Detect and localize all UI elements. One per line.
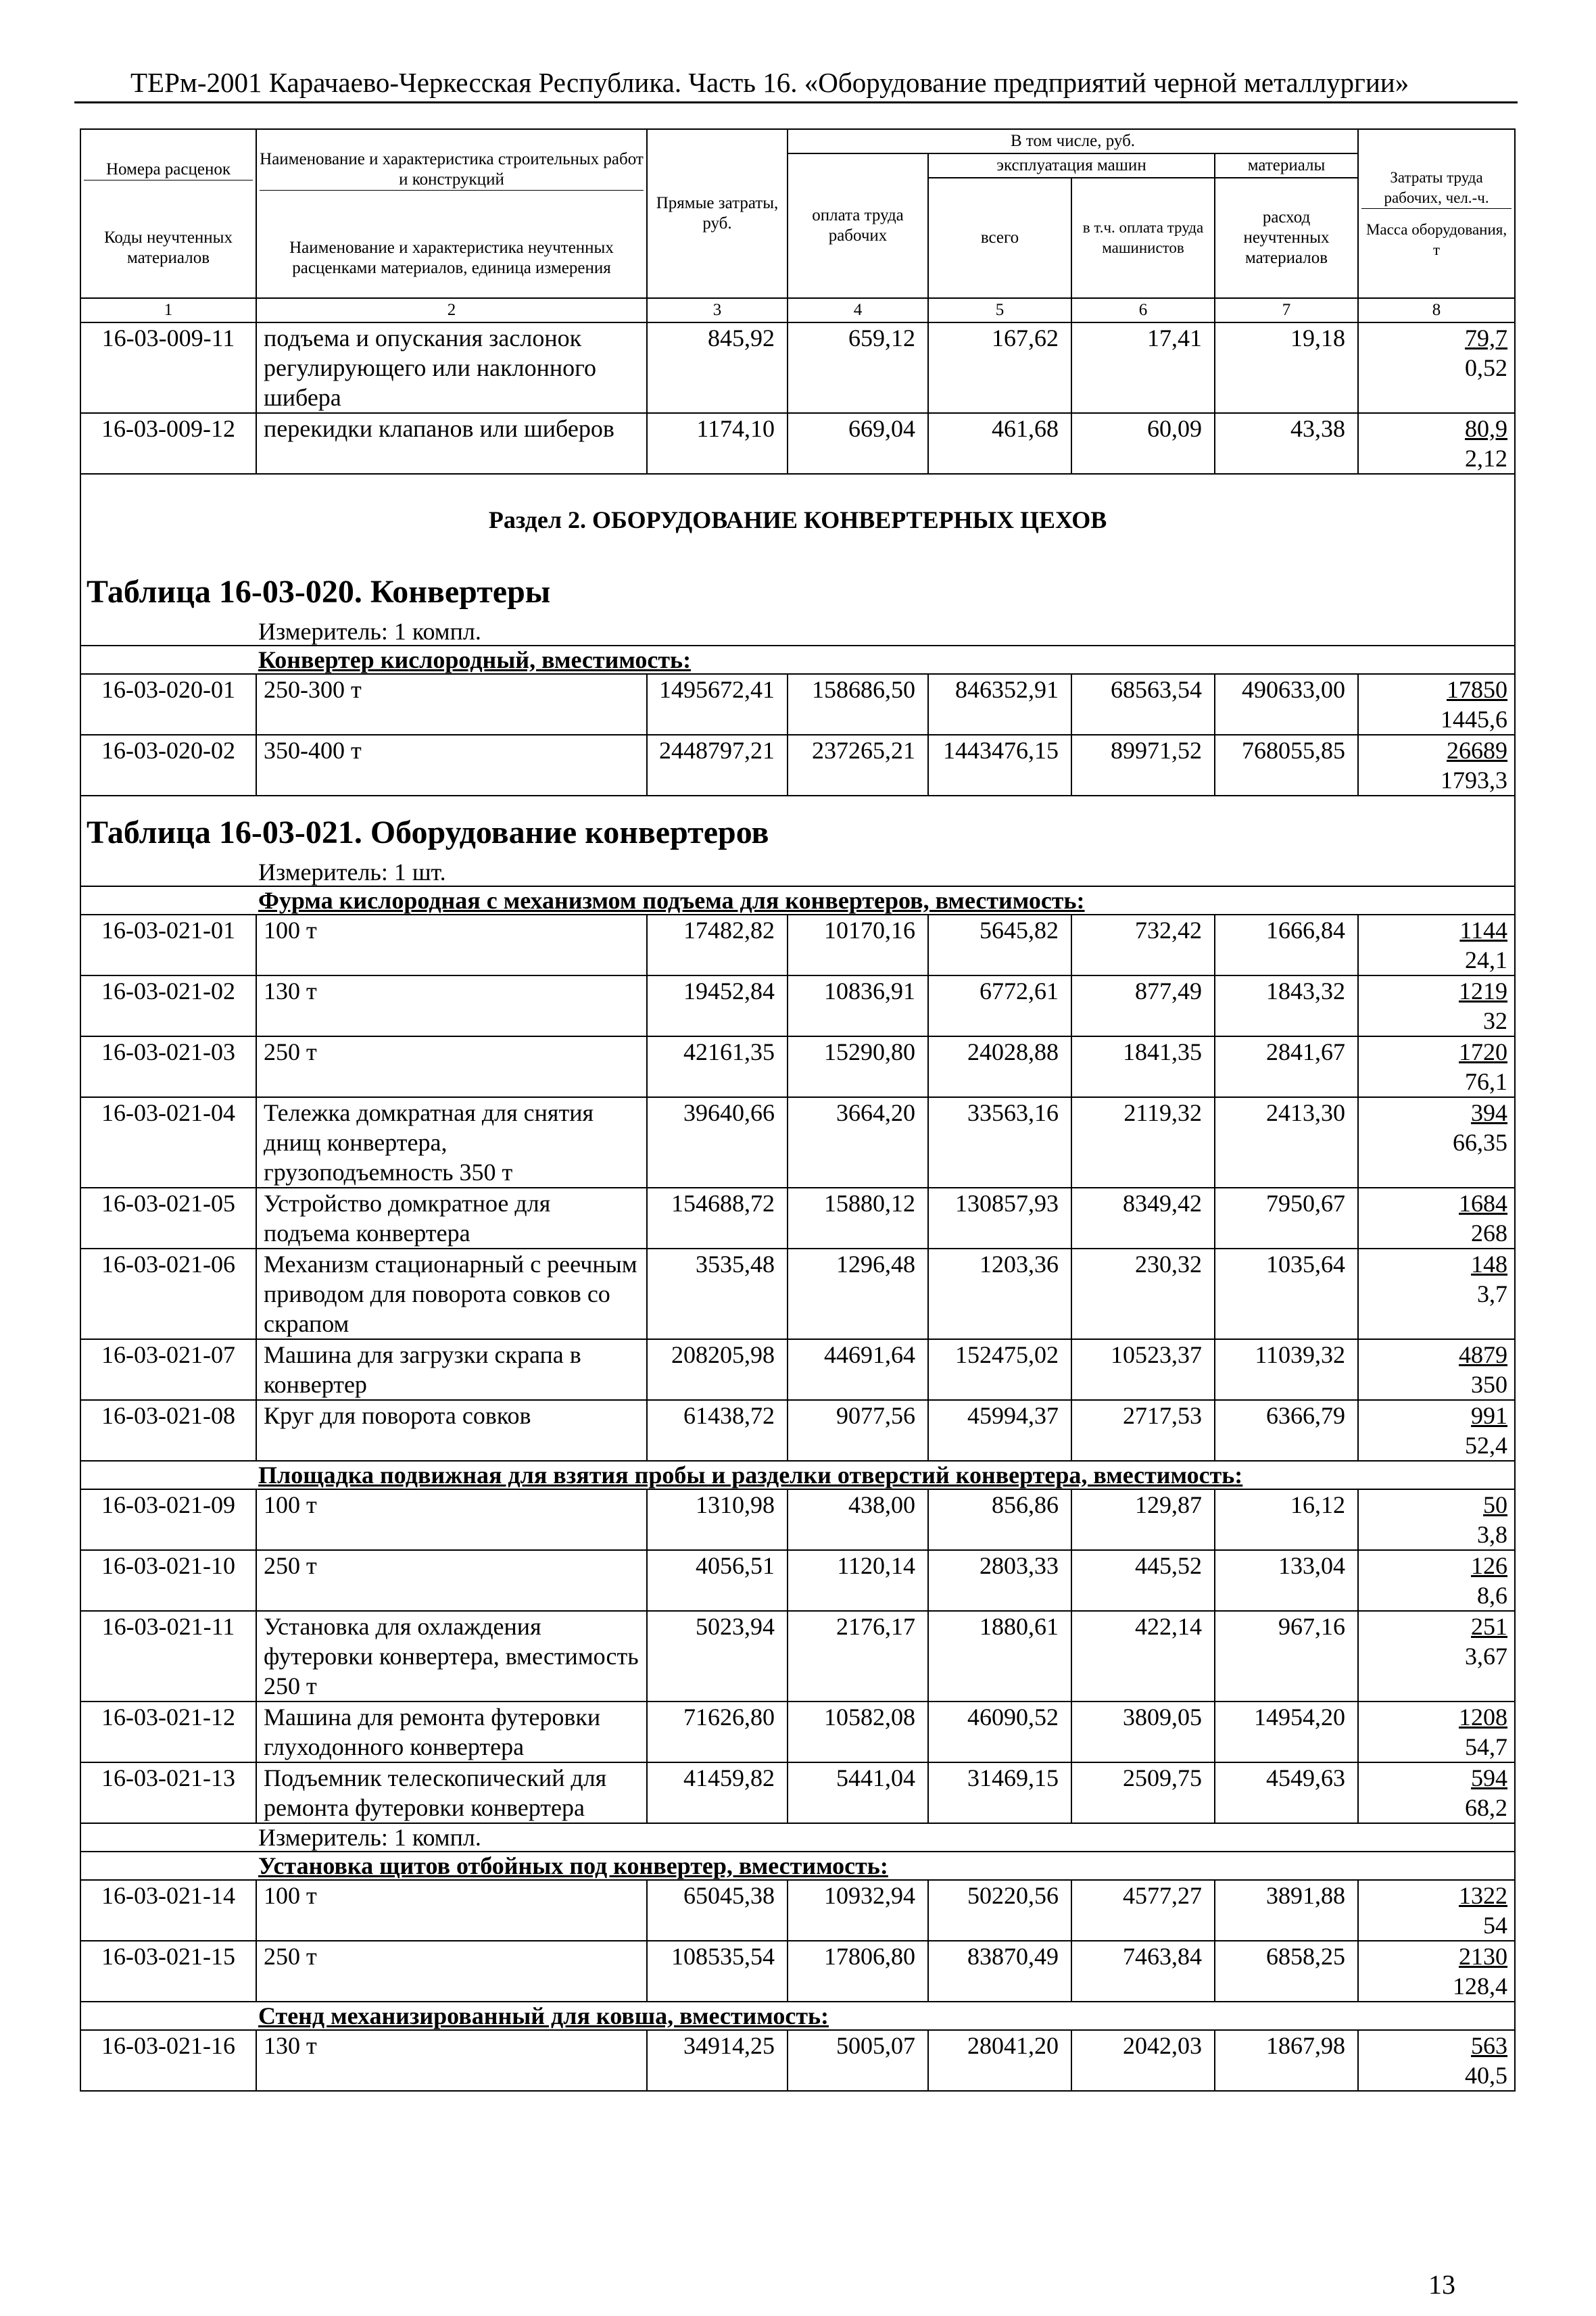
direct-costs: 1174,10 <box>647 413 788 474</box>
rate-code: 16-03-020-01 <box>80 674 256 735</box>
materials: 14954,20 <box>1215 1702 1358 1762</box>
work-name: Круг для поворота совков <box>256 1400 647 1461</box>
rate-code: 16-03-021-14 <box>80 1880 256 1941</box>
work-name: 250 т <box>256 1036 647 1097</box>
direct-costs: 154688,72 <box>647 1188 788 1249</box>
machines-total: 856,86 <box>928 1489 1071 1550</box>
running-header: ТЕРм-2001 Карачаево-Черкесская Республика. Часть 16. «Оборудование предприятий черной металлургии» <box>130 67 1409 98</box>
labor-and-mass <box>1358 1036 1515 1097</box>
header-rule <box>74 101 1518 103</box>
header-col5: всего <box>928 178 1071 298</box>
machines-total: 846352,91 <box>928 674 1071 735</box>
header-group: В том числе, руб. <box>788 129 1358 153</box>
rate-code: 16-03-021-01 <box>80 915 256 975</box>
direct-costs: 3535,48 <box>647 1249 788 1339</box>
machines-total: 50220,56 <box>928 1880 1071 1941</box>
table-row <box>80 1097 1515 1188</box>
materials: 43,38 <box>1215 413 1358 474</box>
labor-pay: 15880,12 <box>788 1188 928 1249</box>
work-name: Подъемник телескопический для ремонта футеровки конвертера <box>256 1762 647 1823</box>
labor-pay: 3664,20 <box>788 1097 928 1188</box>
group-heading-row <box>80 1852 1515 1880</box>
header-col3: Прямые затраты, руб. <box>647 129 788 298</box>
column-numbers-row <box>80 298 1515 322</box>
work-name: Установка для охлаждения футеровки конвертера, вместимость 250 т <box>256 1611 647 1702</box>
table-row <box>80 1702 1515 1762</box>
labor-pay: 1120,14 <box>788 1550 928 1611</box>
machinists-pay: 2119,32 <box>1071 1097 1215 1188</box>
labor-and-mass <box>1358 674 1515 735</box>
work-name: 100 т <box>256 1880 647 1941</box>
column-number: 5 <box>928 298 1071 322</box>
labor-and-mass <box>1358 1249 1515 1339</box>
table-title: Таблица 16-03-020. Конвертеры <box>80 562 1515 618</box>
labor-pay: 2176,17 <box>788 1611 928 1702</box>
table-row <box>80 1880 1515 1941</box>
work-name: перекидки клапанов или шиберов <box>256 413 647 474</box>
equipment-mass: 1793,3 <box>1441 767 1508 794</box>
machinists-pay: 422,14 <box>1071 1611 1215 1702</box>
machinists-pay: 8349,42 <box>1071 1188 1215 1249</box>
equipment-mass: 54 <box>1483 1912 1508 1939</box>
table-row <box>80 975 1515 1036</box>
equipment-mass: 40,5 <box>1465 2062 1508 2089</box>
machines-total: 1880,61 <box>928 1611 1071 1702</box>
equipment-mass: 268 <box>1471 1220 1508 1247</box>
machinists-pay: 445,52 <box>1071 1550 1215 1611</box>
machines-total: 46090,52 <box>928 1702 1071 1762</box>
direct-costs: 34914,25 <box>647 2030 788 2091</box>
machinists-pay: 2042,03 <box>1071 2030 1215 2091</box>
table-row <box>80 1339 1515 1400</box>
section-title-row <box>80 474 1515 562</box>
column-number: 1 <box>80 298 256 322</box>
table-row <box>80 915 1515 975</box>
labor-and-mass <box>1358 735 1515 796</box>
machines-total: 45994,37 <box>928 1400 1071 1461</box>
equipment-mass: 350 <box>1471 1371 1508 1398</box>
column-number: 4 <box>788 298 928 322</box>
machines-total: 152475,02 <box>928 1339 1071 1400</box>
machines-total: 33563,16 <box>928 1097 1071 1188</box>
rate-code: 16-03-021-04 <box>80 1097 256 1188</box>
table-row <box>80 735 1515 796</box>
materials: 1035,64 <box>1215 1249 1358 1339</box>
equipment-mass: 54,7 <box>1465 1733 1508 1760</box>
measure-unit-row <box>80 859 1515 886</box>
materials: 11039,32 <box>1215 1339 1358 1400</box>
rate-code: 16-03-009-11 <box>80 322 256 413</box>
labor-hours: 2130 <box>1459 1943 1508 1970</box>
labor-hours: 80,9 <box>1465 415 1508 442</box>
labor-and-mass <box>1358 1880 1515 1941</box>
labor-and-mass <box>1358 1941 1515 2002</box>
rate-code: 16-03-009-12 <box>80 413 256 474</box>
direct-costs: 65045,38 <box>647 1880 788 1941</box>
materials: 1666,84 <box>1215 915 1358 975</box>
equipment-mass: 76,1 <box>1465 1068 1508 1095</box>
table-row <box>80 1400 1515 1461</box>
labor-pay: 10582,08 <box>788 1702 928 1762</box>
materials: 768055,85 <box>1215 735 1358 796</box>
group-heading-row <box>80 2002 1515 2030</box>
equipment-mass: 32 <box>1483 1007 1508 1034</box>
equipment-mass: 68,2 <box>1465 1794 1508 1821</box>
labor-and-mass <box>1358 322 1515 413</box>
rate-code: 16-03-021-02 <box>80 975 256 1036</box>
materials: 1843,32 <box>1215 975 1358 1036</box>
labor-pay: 5005,07 <box>788 2030 928 2091</box>
labor-pay: 669,04 <box>788 413 928 474</box>
labor-hours: 148 <box>1471 1251 1508 1278</box>
table-title-row <box>80 803 1515 859</box>
machines-total: 461,68 <box>928 413 1071 474</box>
labor-and-mass <box>1358 975 1515 1036</box>
equipment-mass: 2,12 <box>1465 445 1508 472</box>
header-col1-top: Номера расценок <box>84 160 253 180</box>
work-name: Машина для загрузки скрапа в конвертер <box>256 1339 647 1400</box>
labor-and-mass <box>1358 1339 1515 1400</box>
machinists-pay: 1841,35 <box>1071 1036 1215 1097</box>
materials: 19,18 <box>1215 322 1358 413</box>
work-name: 250 т <box>256 1550 647 1611</box>
header-col2-top: Наименование и характеристика строительных работ и конструкций <box>260 149 644 191</box>
machines-total: 2803,33 <box>928 1550 1071 1611</box>
labor-hours: 1322 <box>1459 1882 1508 1909</box>
equipment-mass: 0,52 <box>1465 354 1508 381</box>
header-col6: в т.ч. оплата труда машинистов <box>1071 178 1215 298</box>
materials: 4549,63 <box>1215 1762 1358 1823</box>
direct-costs: 1310,98 <box>647 1489 788 1550</box>
rate-code: 16-03-021-03 <box>80 1036 256 1097</box>
labor-hours: 26689 <box>1447 737 1508 764</box>
labor-pay: 10836,91 <box>788 975 928 1036</box>
direct-costs: 4056,51 <box>647 1550 788 1611</box>
labor-and-mass <box>1358 1762 1515 1823</box>
direct-costs: 108535,54 <box>647 1941 788 2002</box>
labor-hours: 126 <box>1471 1552 1508 1579</box>
machinists-pay: 68563,54 <box>1071 674 1215 735</box>
labor-pay: 10932,94 <box>788 1880 928 1941</box>
labor-hours: 1144 <box>1459 917 1508 944</box>
table-row <box>80 1489 1515 1550</box>
work-name: Механизм стационарный с реечным приводом для поворота совков со скрапом <box>256 1249 647 1339</box>
work-name: 130 т <box>256 975 647 1036</box>
machinists-pay: 230,32 <box>1071 1249 1215 1339</box>
measure-unit: Измеритель: 1 компл. <box>80 1823 1515 1852</box>
labor-and-mass <box>1358 1611 1515 1702</box>
labor-pay: 17806,80 <box>788 1941 928 2002</box>
header-col1 <box>80 129 256 298</box>
machinists-pay: 732,42 <box>1071 915 1215 975</box>
direct-costs: 17482,82 <box>647 915 788 975</box>
machinists-pay: 2509,75 <box>1071 1762 1215 1823</box>
direct-costs: 208205,98 <box>647 1339 788 1400</box>
equipment-mass: 128,4 <box>1453 1973 1508 2000</box>
table-row <box>80 1550 1515 1611</box>
materials: 6366,79 <box>1215 1400 1358 1461</box>
equipment-mass: 52,4 <box>1465 1432 1508 1459</box>
table-row <box>80 1249 1515 1339</box>
header-col2 <box>256 129 647 298</box>
rate-code: 16-03-021-15 <box>80 1941 256 2002</box>
machines-total: 5645,82 <box>928 915 1071 975</box>
labor-hours: 1684 <box>1459 1190 1508 1217</box>
labor-pay: 158686,50 <box>788 674 928 735</box>
equipment-mass: 3,8 <box>1477 1521 1508 1548</box>
spacer <box>80 796 1515 803</box>
machinists-pay: 2717,53 <box>1071 1400 1215 1461</box>
equipment-mass: 66,35 <box>1453 1129 1508 1156</box>
table-row <box>80 2030 1515 2091</box>
machinists-pay: 10523,37 <box>1071 1339 1215 1400</box>
group-heading: Установка щитов отбойных под конвертер, вместимость: <box>80 1852 1515 1880</box>
work-name: 100 т <box>256 1489 647 1550</box>
section-title: Раздел 2. ОБОРУДОВАНИЕ КОНВЕРТЕРНЫХ ЦЕХОВ <box>80 474 1515 562</box>
machinists-pay: 7463,84 <box>1071 1941 1215 2002</box>
header-col8 <box>1358 129 1515 298</box>
labor-and-mass <box>1358 1550 1515 1611</box>
header-machines: эксплуатация машин <box>928 153 1215 178</box>
measure-unit: Измеритель: 1 компл. <box>80 618 1515 646</box>
labor-hours: 1720 <box>1459 1038 1508 1065</box>
machines-total: 1203,36 <box>928 1249 1071 1339</box>
equipment-mass: 24,1 <box>1465 946 1508 973</box>
rate-code: 16-03-021-11 <box>80 1611 256 1702</box>
work-name: 100 т <box>256 915 647 975</box>
materials: 2413,30 <box>1215 1097 1358 1188</box>
rate-code: 16-03-021-05 <box>80 1188 256 1249</box>
group-heading-row <box>80 886 1515 915</box>
labor-pay: 9077,56 <box>788 1400 928 1461</box>
materials: 133,04 <box>1215 1550 1358 1611</box>
table-row <box>80 1188 1515 1249</box>
materials: 1867,98 <box>1215 2030 1358 2091</box>
machinists-pay: 60,09 <box>1071 413 1215 474</box>
group-heading-row <box>80 1461 1515 1489</box>
materials: 6858,25 <box>1215 1941 1358 2002</box>
rate-code: 16-03-021-07 <box>80 1339 256 1400</box>
rate-code: 16-03-021-12 <box>80 1702 256 1762</box>
table-row <box>80 1036 1515 1097</box>
rate-code: 16-03-020-02 <box>80 735 256 796</box>
materials: 2841,67 <box>1215 1036 1358 1097</box>
materials: 490633,00 <box>1215 674 1358 735</box>
work-name: 350-400 т <box>256 735 647 796</box>
labor-hours: 1208 <box>1459 1704 1508 1731</box>
table-row <box>80 1611 1515 1702</box>
labor-hours: 79,7 <box>1465 324 1508 352</box>
work-name: 250 т <box>256 1941 647 2002</box>
column-number: 7 <box>1215 298 1358 322</box>
spacer-row <box>80 796 1515 803</box>
materials: 967,16 <box>1215 1611 1358 1702</box>
labor-pay: 1296,48 <box>788 1249 928 1339</box>
labor-hours: 991 <box>1471 1402 1508 1429</box>
labor-and-mass <box>1358 915 1515 975</box>
labor-hours: 594 <box>1471 1764 1508 1791</box>
machines-total: 31469,15 <box>928 1762 1071 1823</box>
column-number: 6 <box>1071 298 1215 322</box>
direct-costs: 71626,80 <box>647 1702 788 1762</box>
rates-table <box>80 128 1516 2092</box>
labor-and-mass <box>1358 1188 1515 1249</box>
labor-hours: 4879 <box>1459 1341 1508 1368</box>
rate-code: 16-03-021-13 <box>80 1762 256 1823</box>
group-heading-row <box>80 646 1515 674</box>
machines-total: 130857,93 <box>928 1188 1071 1249</box>
direct-costs: 1495672,41 <box>647 674 788 735</box>
labor-and-mass <box>1358 413 1515 474</box>
table-title: Таблица 16-03-021. Оборудование конвертеров <box>80 803 1515 859</box>
machines-total: 1443476,15 <box>928 735 1071 796</box>
rate-code: 16-03-021-16 <box>80 2030 256 2091</box>
rate-code: 16-03-021-10 <box>80 1550 256 1611</box>
equipment-mass: 8,6 <box>1477 1582 1508 1609</box>
direct-costs: 41459,82 <box>647 1762 788 1823</box>
labor-hours: 50 <box>1483 1491 1508 1518</box>
labor-hours: 394 <box>1471 1099 1508 1126</box>
direct-costs: 845,92 <box>647 322 788 413</box>
labor-pay: 10170,16 <box>788 915 928 975</box>
labor-pay: 237265,21 <box>788 735 928 796</box>
measure-unit-row <box>80 618 1515 646</box>
direct-costs: 5023,94 <box>647 1611 788 1702</box>
machines-total: 83870,49 <box>928 1941 1071 2002</box>
labor-pay: 15290,80 <box>788 1036 928 1097</box>
work-name: 130 т <box>256 2030 647 2091</box>
labor-hours: 563 <box>1471 2032 1508 2059</box>
labor-hours: 251 <box>1471 1613 1508 1640</box>
direct-costs: 2448797,21 <box>647 735 788 796</box>
labor-and-mass <box>1358 2030 1515 2091</box>
header-materials: материалы <box>1215 153 1358 178</box>
materials: 16,12 <box>1215 1489 1358 1550</box>
machines-total: 167,62 <box>928 322 1071 413</box>
table-row <box>80 1941 1515 2002</box>
table-row <box>80 674 1515 735</box>
table-row <box>80 322 1515 413</box>
measure-unit: Измеритель: 1 шт. <box>80 859 1515 886</box>
header-col8-bottom: Масса оборудования, т <box>1365 220 1507 258</box>
machinists-pay: 4577,27 <box>1071 1880 1215 1941</box>
measure-unit-row <box>80 1823 1515 1852</box>
direct-costs: 61438,72 <box>647 1400 788 1461</box>
labor-and-mass <box>1358 1097 1515 1188</box>
labor-pay: 5441,04 <box>788 1762 928 1823</box>
labor-pay: 438,00 <box>788 1489 928 1550</box>
group-heading: Конвертер кислородный, вместимость: <box>80 646 1515 674</box>
equipment-mass: 1445,6 <box>1441 706 1508 733</box>
header-col8-top: Затраты труда рабочих, чел.-ч. <box>1361 168 1512 209</box>
rate-code: 16-03-021-06 <box>80 1249 256 1339</box>
rate-code: 16-03-021-08 <box>80 1400 256 1461</box>
labor-and-mass <box>1358 1400 1515 1461</box>
work-name: подъема и опускания заслонок регулирующего или наклонного шибера <box>256 322 647 413</box>
rate-code: 16-03-021-09 <box>80 1489 256 1550</box>
materials: 3891,88 <box>1215 1880 1358 1941</box>
machinists-pay: 877,49 <box>1071 975 1215 1036</box>
header-col4: оплата труда рабочих <box>788 153 928 298</box>
labor-hours: 17850 <box>1447 676 1508 703</box>
labor-pay: 659,12 <box>788 322 928 413</box>
column-number: 8 <box>1358 298 1515 322</box>
header-col1-bottom: Коды неучтенных материалов <box>104 228 233 267</box>
labor-pay: 44691,64 <box>788 1339 928 1400</box>
column-number: 2 <box>256 298 647 322</box>
column-number: 3 <box>647 298 788 322</box>
work-name: Устройство домкратное для подъема конвертера <box>256 1188 647 1249</box>
direct-costs: 19452,84 <box>647 975 788 1036</box>
machines-total: 28041,20 <box>928 2030 1071 2091</box>
machines-total: 24028,88 <box>928 1036 1071 1097</box>
page-number: 13 <box>1428 2269 1455 2300</box>
header-row-1 <box>80 129 1515 153</box>
labor-and-mass <box>1358 1702 1515 1762</box>
header-col7: расход неучтенных материалов <box>1215 178 1358 298</box>
materials: 7950,67 <box>1215 1188 1358 1249</box>
work-name: 250-300 т <box>256 674 647 735</box>
machinists-pay: 129,87 <box>1071 1489 1215 1550</box>
machinists-pay: 89971,52 <box>1071 735 1215 796</box>
equipment-mass: 3,67 <box>1465 1643 1508 1670</box>
work-name: Машина для ремонта футеровки глуходонного конвертера <box>256 1702 647 1762</box>
group-heading: Фурма кислородная с механизмом подъема для конвертеров, вместимость: <box>80 886 1515 915</box>
direct-costs: 42161,35 <box>647 1036 788 1097</box>
table-row <box>80 1762 1515 1823</box>
machinists-pay: 17,41 <box>1071 322 1215 413</box>
labor-and-mass <box>1358 1489 1515 1550</box>
labor-hours: 1219 <box>1459 978 1508 1005</box>
work-name: Тележка домкратная для снятия днищ конвертера, грузоподъемность 350 т <box>256 1097 647 1188</box>
machinists-pay: 3809,05 <box>1071 1702 1215 1762</box>
header-col2-bottom: Наименование и характеристика неучтенных расценками материалов, единица измерения <box>289 238 614 277</box>
table-title-row <box>80 562 1515 618</box>
direct-costs: 39640,66 <box>647 1097 788 1188</box>
group-heading: Стенд механизированный для ковша, вместимость: <box>80 2002 1515 2030</box>
machines-total: 6772,61 <box>928 975 1071 1036</box>
table-row <box>80 413 1515 474</box>
group-heading: Площадка подвижная для взятия пробы и разделки отверстий конвертера, вместимость: <box>80 1461 1515 1489</box>
equipment-mass: 3,7 <box>1477 1280 1508 1307</box>
